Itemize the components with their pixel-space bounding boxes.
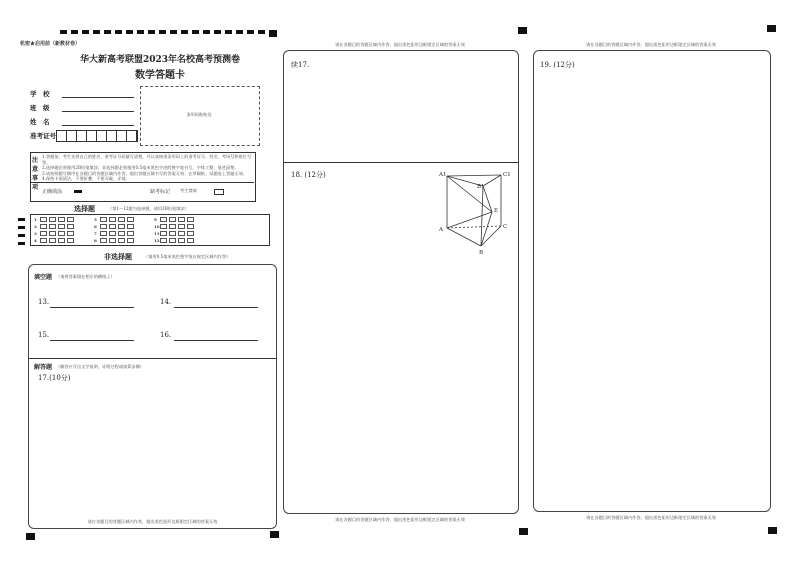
field-name-label: 姓 名 (30, 118, 50, 126)
reg-mark (767, 25, 776, 32)
notes-text (42, 154, 252, 182)
panel2-warning-top: 请在各题目的答题区域内作答，超出黑色矩形边框限定区域的答案无效 (335, 42, 465, 47)
option-bubble[interactable] (109, 231, 116, 236)
choice-row (34, 217, 196, 222)
q-number: 5 (94, 217, 97, 222)
absent-label: 缺考标记 (150, 189, 171, 195)
option-bubble[interactable] (40, 238, 47, 243)
reg-mark (518, 27, 527, 34)
timing-mark (18, 234, 25, 237)
fill-blank-note: （请将答案填在相应的横线上） (56, 274, 115, 279)
notes-divider (30, 182, 254, 183)
label-A1: A1 (439, 172, 447, 178)
absent-note: 考生禁填 (180, 188, 197, 193)
nonchoice-note: （请用0.5毫米黑色签字笔在规定区域内作答） (144, 254, 231, 259)
label-B1: B1 (477, 184, 485, 190)
option-bubble[interactable] (40, 217, 47, 222)
option-bubble[interactable] (58, 231, 65, 236)
option-bubble[interactable] (127, 217, 134, 222)
reg-mark (768, 527, 777, 534)
option-bubble[interactable] (49, 238, 56, 243)
nonchoice-title: 非选择题 (104, 252, 132, 261)
label-B: B (479, 250, 484, 256)
option-bubble[interactable] (58, 217, 65, 222)
fill-example-mark (74, 190, 82, 193)
q-number: 4 (34, 238, 37, 243)
reg-mark (269, 30, 277, 37)
q-number: 8 (94, 238, 97, 243)
q-number: 11 (154, 231, 160, 236)
option-bubble[interactable] (118, 224, 125, 229)
choice-row (34, 224, 196, 229)
reg-mark (26, 533, 35, 540)
option-bubble[interactable] (160, 231, 167, 236)
notes-label: 注意事项 (32, 157, 39, 191)
id-number-boxes[interactable] (56, 130, 138, 142)
cont17-answer-area[interactable] (286, 70, 516, 160)
barcode-sticker-label: 条形码粘贴处 (186, 112, 212, 117)
section-divider (284, 162, 518, 163)
reg-mark (270, 531, 279, 538)
option-bubble[interactable] (49, 217, 56, 222)
choice-row (34, 238, 196, 243)
option-bubble[interactable] (178, 224, 185, 229)
option-bubble[interactable] (178, 238, 185, 243)
q19-answer-area[interactable] (536, 70, 768, 508)
option-bubble[interactable] (100, 217, 107, 222)
q-number: 10 (154, 224, 160, 229)
option-bubble[interactable] (58, 224, 65, 229)
blank-15-line[interactable] (50, 340, 134, 341)
q-number: 2 (34, 224, 37, 229)
option-bubble[interactable] (187, 238, 194, 243)
option-bubble[interactable] (40, 224, 47, 229)
option-bubble[interactable] (160, 238, 167, 243)
panel3-warning-top: 请在各题目的答题区域内作答，超出黑色矩形边框限定区域的答案无效 (586, 42, 716, 47)
q-number: 1 (34, 217, 37, 222)
option-bubble[interactable] (40, 231, 47, 236)
option-bubble[interactable] (118, 231, 125, 236)
option-bubble[interactable] (160, 224, 167, 229)
cont17-label: 续17. (291, 61, 310, 69)
panel2-warning-bottom: 请在各题目的答题区域内作答，超出黑色矩形边框限定区域的答案无效 (335, 517, 465, 522)
field-name-line[interactable] (62, 125, 134, 126)
option-bubble[interactable] (118, 217, 125, 222)
option-bubble[interactable] (127, 224, 134, 229)
option-bubble[interactable] (169, 231, 176, 236)
option-bubble[interactable] (169, 238, 176, 243)
prism-figure (437, 166, 511, 256)
panel1-warning-bottom: 请在各题目的答题区域内作答，超出黑色矩形边框限定区域的答案无效 (87, 519, 218, 524)
option-bubble[interactable] (160, 217, 167, 222)
panel3-warning-bottom: 请在各题目的答题区域内作答，超出黑色矩形边框限定区域的答案无效 (586, 515, 716, 520)
option-bubble[interactable] (169, 224, 176, 229)
timing-mark (18, 226, 25, 229)
note-line: 1.答题前，考生先将自己的姓名、准考证号码填写清楚，并认真核准条形码上的准考证号、姓名、考场号和座位号等。 (42, 154, 252, 165)
option-bubble[interactable] (67, 238, 74, 243)
blank-14-label: 14. (160, 298, 172, 306)
q-number: 9 (154, 217, 157, 222)
top-dash-marks (60, 30, 270, 34)
field-school-label: 学 校 (30, 90, 50, 98)
q19-label: 19. (12分) (540, 61, 575, 69)
field-school-line[interactable] (62, 97, 134, 98)
option-bubble[interactable] (58, 238, 65, 243)
q-number: 7 (94, 231, 97, 236)
q17-answer-area[interactable] (32, 384, 272, 514)
label-A: A (439, 227, 443, 233)
q18-label: 18. (12分) (291, 171, 326, 179)
q18-answer-area[interactable] (286, 180, 436, 510)
option-bubble[interactable] (178, 231, 185, 236)
q-number: 12 (154, 238, 160, 243)
blank-16-label: 16. (160, 331, 172, 339)
label-C: C (503, 224, 508, 230)
note-line: 2.选择题必须使用2B铅笔填涂；非选择题必须使用0.5毫米黑色字迹的签字笔书写，字体工整、笔迹清楚。 (42, 165, 239, 170)
option-bubble[interactable] (67, 231, 74, 236)
option-bubble[interactable] (127, 238, 134, 243)
page-title: 华大新高考联盟2023年名校高考预测卷 (79, 55, 241, 65)
option-bubble[interactable] (49, 231, 56, 236)
page-subtitle: 数学答题卡 (135, 70, 185, 81)
blank-14-line[interactable] (174, 307, 258, 308)
field-class-label: 班 级 (30, 104, 50, 112)
blank-13-label: 13. (38, 298, 50, 306)
note-line: 3.请按照题号顺序在各题目的答题区域内作答，超出答题区域书写的答案无效；在草稿纸、试题卷上答题无效。 (42, 170, 247, 176)
solve-note: （解答应写出文字说明、证明过程或演算步骤） (56, 364, 144, 369)
option-bubble[interactable] (178, 217, 185, 222)
label-C1: C1 (503, 172, 511, 178)
fill-example-label: 正确填涂 (42, 189, 63, 195)
field-id-label: 准考证号 (30, 132, 56, 140)
choice-note: （第1～12题为选择题，请用2B铅笔填涂） (108, 206, 189, 211)
option-bubble[interactable] (49, 224, 56, 229)
blank-15-label: 15. (38, 331, 50, 339)
option-bubble[interactable] (118, 238, 125, 243)
choice-title: 选择题 (74, 204, 95, 213)
option-bubble[interactable] (169, 217, 176, 222)
q-number: 3 (34, 231, 37, 236)
q17-label: 17.(10分) (38, 374, 71, 382)
option-bubble[interactable] (187, 217, 194, 222)
option-bubble[interactable] (100, 224, 107, 229)
blank-16-line[interactable] (174, 340, 258, 341)
blank-13-line[interactable] (50, 307, 134, 308)
header-tag: 机密★启用前（新教材卷） (20, 41, 81, 47)
option-bubble[interactable] (67, 224, 74, 229)
solve-title: 解答题 (34, 364, 53, 371)
option-bubble[interactable] (127, 231, 134, 236)
q-number: 6 (94, 224, 97, 229)
timing-mark (18, 242, 25, 245)
note-line: 4.保持卡面清洁，不要折叠，不要弄破、弄皱。 (42, 176, 130, 181)
option-bubble[interactable] (109, 238, 116, 243)
option-bubble[interactable] (100, 238, 107, 243)
fill-blank-title: 填空题 (34, 274, 53, 281)
section-divider (29, 358, 276, 359)
option-bubble[interactable] (100, 231, 107, 236)
field-class-line[interactable] (62, 111, 134, 112)
absent-checkbox[interactable] (214, 189, 224, 195)
choice-row (34, 231, 196, 236)
option-bubble[interactable] (67, 217, 74, 222)
option-bubble[interactable] (109, 217, 116, 222)
option-bubble[interactable] (187, 231, 194, 236)
label-E: E (494, 208, 499, 214)
timing-mark (18, 218, 25, 221)
option-bubble[interactable] (187, 224, 194, 229)
reg-mark (519, 528, 528, 535)
option-bubble[interactable] (109, 224, 116, 229)
